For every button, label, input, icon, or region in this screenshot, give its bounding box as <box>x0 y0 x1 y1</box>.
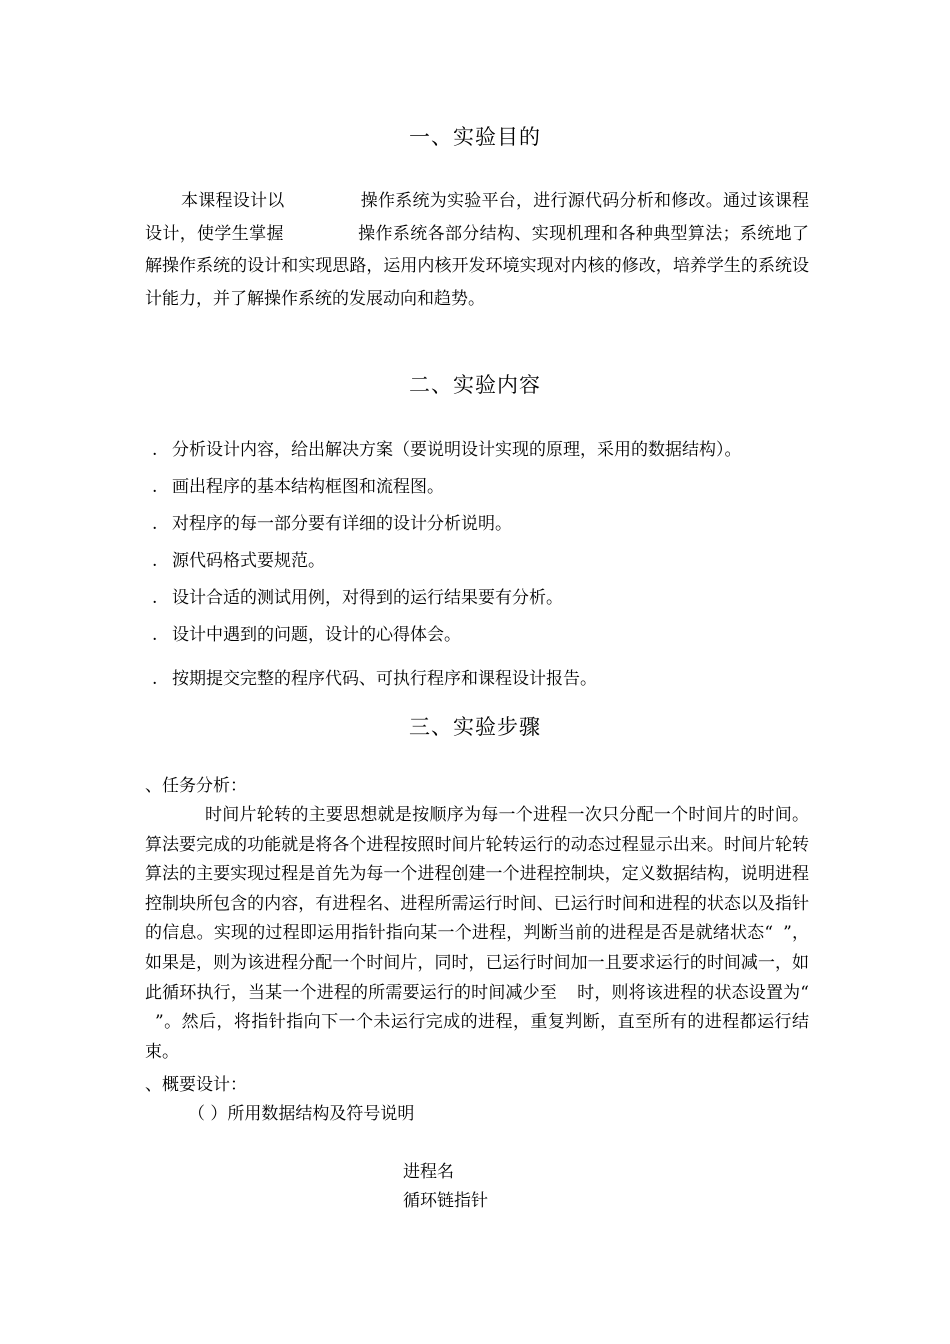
task-text-2: ”，如果是，则为该进程分配一个时间片，同时，已运行时间加一且要求运行的时间减一，如此循环执行，当某一个进程的所需要运行的时间减少至 <box>145 923 809 1003</box>
section-1-title: 一、实验目的 <box>409 125 541 149</box>
design-heading: 、概要设计： <box>145 1075 247 1095</box>
section-2-title: 二、实验内容 <box>409 373 541 397</box>
list-item <box>152 549 325 573</box>
list-item-text: 画出程序的基本结构框图和流程图。 <box>172 477 444 497</box>
list-marker: . <box>152 551 158 571</box>
list-item-text: 对程序的每一部分要有详细的设计分析说明。 <box>172 514 512 534</box>
list-item-text: 源代码格式要规范。 <box>172 551 325 571</box>
list-item <box>152 623 461 647</box>
list-item <box>152 438 742 462</box>
list-item <box>152 475 444 499</box>
task-analysis-paragraph <box>145 801 809 1067</box>
struct-field-name: 进程名 <box>403 1162 454 1182</box>
list-marker: . <box>152 440 158 460</box>
purpose-text-1: 本课程设计以 <box>181 191 285 211</box>
purpose-text-3: 操作系统各部分结构、实现机理和各种典型算法；系统地了解操作系统的设计和实现思路，运用内核开发环境实现对内核的修改，培养学生的系统设计能力，并了解操作系统的发展动向和趋势。 <box>145 223 810 309</box>
task-text-3: 时，则将该进程的状态设置为“ <box>576 982 809 1003</box>
list-item-text: 按期提交完整的程序代码、可执行程序和课程设计报告。 <box>172 669 597 689</box>
list-item <box>152 667 597 691</box>
task-analysis-heading: 、任务分析： <box>145 776 247 796</box>
purpose-text-2: 操作系统为实验平台，进行源代码分析和修改。通过该课程设计，使学生掌握 <box>145 191 809 244</box>
list-item <box>152 512 512 536</box>
data-structure-subheading: （ ）所用数据结构及符号说明 <box>188 1104 415 1124</box>
struct-field-pointer: 循环链指针 <box>403 1191 488 1211</box>
task-text-4: ”。然后，将指针指向下一个未运行完成的进程，重复判断，直至所有的进程都运行结束。 <box>145 1012 809 1062</box>
list-item-text: 设计合适的测试用例，对得到的运行结果要有分析。 <box>172 588 563 608</box>
section-3-title: 三、实验步骤 <box>409 715 541 739</box>
list-marker: . <box>152 588 158 608</box>
list-marker: . <box>152 477 158 497</box>
list-marker: . <box>152 669 158 689</box>
list-item <box>152 586 563 610</box>
list-item-text: 分析设计内容，给出解决方案（要说明设计实现的原理，采用的数据结构）。 <box>172 440 742 460</box>
list-item-text: 设计中遇到的问题，设计的心得体会。 <box>172 625 461 645</box>
list-marker: . <box>152 625 158 645</box>
task-text-1: 时间片轮转的主要思想就是按顺序为每一个进程一次只分配一个时间片的时间。算法要完成的功能就是将各个进程按照时间片轮转运行的动态过程显示出来。时间片轮转算法的主要实现过程是首先为每一个进程创建一个进程控制块，定义数据结构，说明进程控制块所包含的内容，有进程名、进程所需运行时间、已运行时间和进程的状态以及指针的信息。实现的过程即运用指针指向某一个进程，判断当前的进程是否是就绪状态“ <box>145 805 809 944</box>
section-1-paragraph <box>145 185 809 315</box>
list-marker: . <box>152 514 158 534</box>
